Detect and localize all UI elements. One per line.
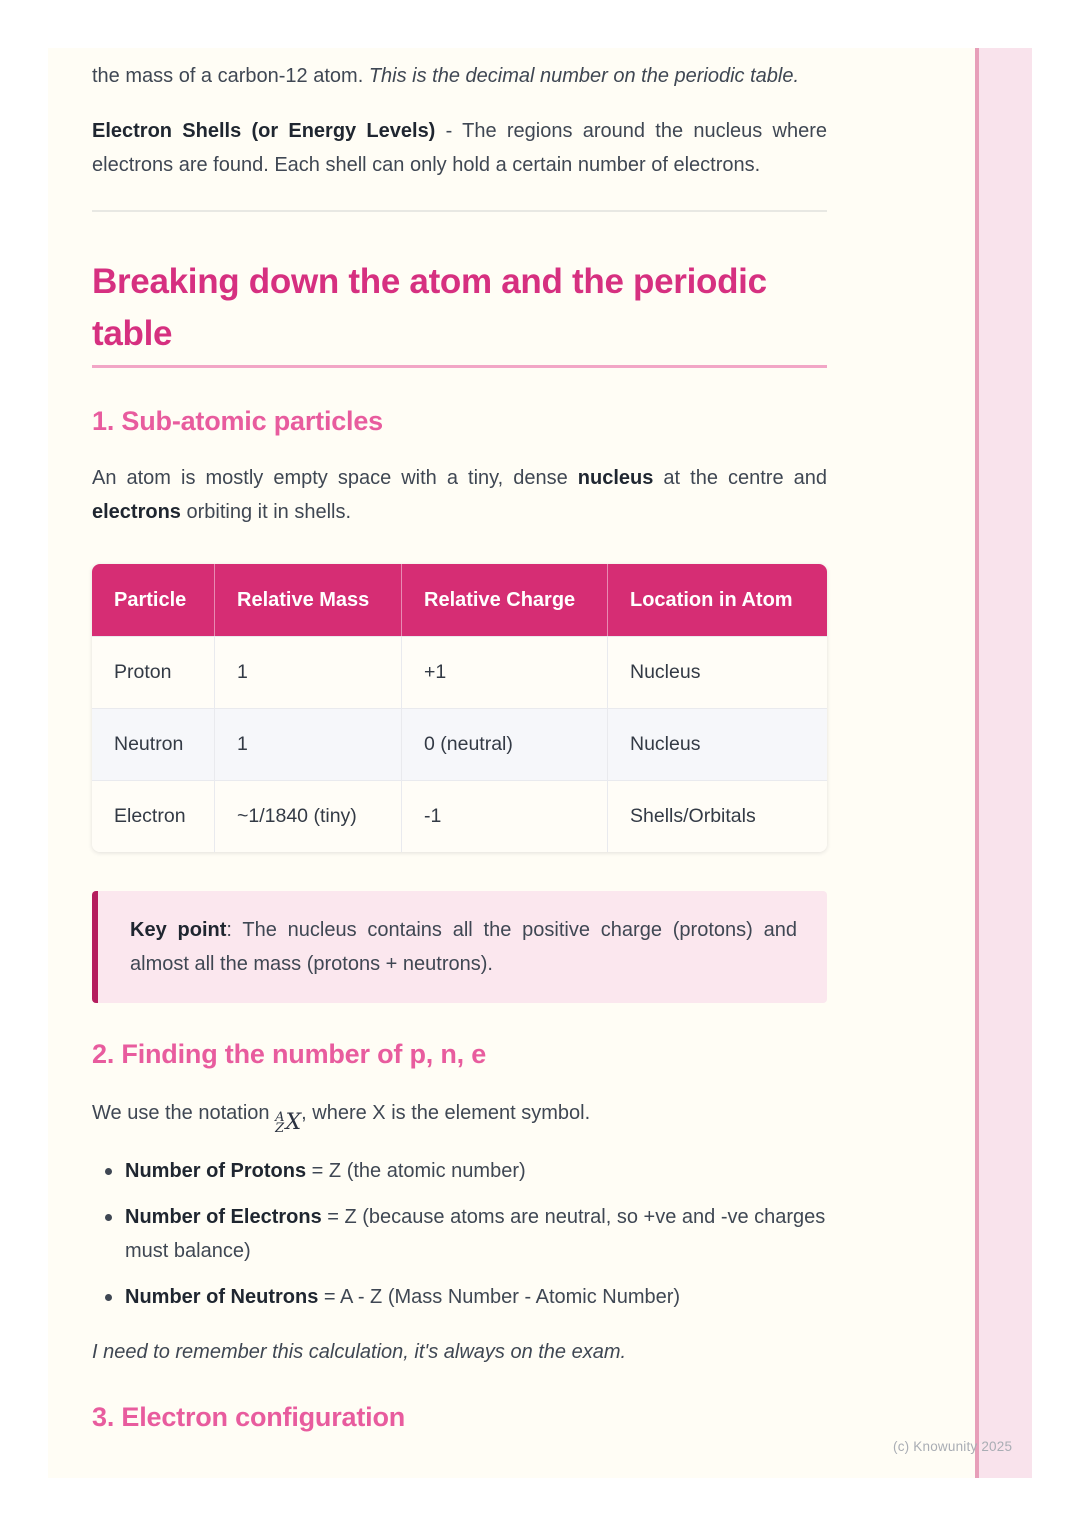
notation-paragraph bbox=[92, 1096, 827, 1136]
list-item-text: = Z (the atomic number) bbox=[306, 1160, 526, 1182]
section-divider bbox=[92, 210, 827, 212]
cell: Shells/Orbitals bbox=[608, 780, 827, 852]
key-point-label: Key point bbox=[130, 919, 227, 941]
table-row-proton bbox=[92, 636, 827, 708]
column-header-location: Location in Atom bbox=[608, 564, 827, 636]
intro-text: the mass of a carbon-12 atom. bbox=[92, 65, 369, 87]
list-item-neutrons bbox=[92, 1280, 827, 1314]
notation-text-pre: We use the notation bbox=[92, 1102, 276, 1124]
cell: -1 bbox=[402, 780, 608, 852]
copyright-watermark: (c) Knowunity 2025 bbox=[893, 1439, 1013, 1454]
particle-table bbox=[92, 564, 827, 852]
cell: Electron bbox=[92, 780, 215, 852]
section-1-heading: 1. Sub-atomic particles bbox=[92, 406, 383, 436]
cell: 1 bbox=[215, 636, 402, 708]
section-2-heading: 2. Finding the number of p, n, e bbox=[92, 1039, 487, 1069]
table-row-electron bbox=[92, 780, 827, 852]
cell: +1 bbox=[402, 636, 608, 708]
definition-paragraph bbox=[92, 114, 827, 182]
s1-term-electrons: electrons bbox=[92, 501, 181, 523]
column-header-relative-charge: Relative Charge bbox=[402, 564, 608, 636]
section-1-paragraph bbox=[92, 461, 827, 529]
cell: Neutron bbox=[92, 708, 215, 780]
definition-term: Electron Shells (or Energy Levels) bbox=[92, 120, 436, 142]
table-header-row bbox=[92, 564, 827, 636]
column-header-relative-mass: Relative Mass bbox=[215, 564, 402, 636]
s1-text-mid: at the centre and bbox=[653, 467, 827, 489]
intro-paragraph bbox=[92, 59, 827, 93]
s1-text-pre: An atom is mostly empty space with a tiny, dense bbox=[92, 467, 578, 489]
list-item-text: = Z (because atoms are neutral, so +ve and -ve charges must balance) bbox=[125, 1206, 826, 1262]
binder-edge-strip bbox=[975, 48, 1032, 1478]
cell: ~1/1840 (tiny) bbox=[215, 780, 402, 852]
cell: 0 (neutral) bbox=[402, 708, 608, 780]
pne-rules-list bbox=[92, 1154, 827, 1314]
definition-text: - The regions around the nucleus where electrons are found. Each shell can only hold a certain number of electrons. bbox=[92, 120, 827, 176]
list-item-text: = A - Z (Mass Number - Atomic Number) bbox=[318, 1286, 681, 1308]
list-item-term: Number of Neutrons bbox=[125, 1286, 319, 1308]
personal-reminder-note: I need to remember this calculation, it's always on the exam. bbox=[92, 1341, 627, 1363]
page-content bbox=[92, 48, 827, 1434]
cell: 1 bbox=[215, 708, 402, 780]
element-symbol-X: X bbox=[285, 1110, 302, 1135]
list-item-electrons bbox=[92, 1200, 827, 1268]
cell: Nucleus bbox=[608, 636, 827, 708]
list-item-term: Number of Protons bbox=[125, 1160, 307, 1182]
nuclide-notation-formula bbox=[275, 1112, 301, 1134]
cell: Proton bbox=[92, 636, 215, 708]
mass-number-A: A bbox=[275, 1110, 285, 1125]
page-title: Breaking down the atom and the periodic table bbox=[92, 262, 767, 353]
section-3-heading: 3. Electron configuration bbox=[92, 1402, 406, 1432]
title-underline bbox=[92, 365, 827, 368]
list-item-term: Number of Electrons bbox=[125, 1206, 322, 1228]
s1-term-nucleus: nucleus bbox=[577, 467, 654, 489]
key-point-text: : The nucleus contains all the positive charge (protons) and almost all the mass (protons + neutrons). bbox=[130, 919, 797, 975]
key-point-callout bbox=[92, 891, 827, 1003]
table-row-neutron bbox=[92, 708, 827, 780]
list-item-protons bbox=[92, 1154, 827, 1188]
s1-text-post: orbiting it in shells. bbox=[180, 501, 352, 523]
cell: Nucleus bbox=[608, 708, 827, 780]
column-header-particle: Particle bbox=[92, 564, 215, 636]
notation-text-post: , where X is the element symbol. bbox=[301, 1102, 591, 1124]
intro-italic-note: This is the decimal number on the periodic table. bbox=[368, 65, 800, 87]
atomic-number-Z: Z bbox=[275, 1121, 285, 1136]
